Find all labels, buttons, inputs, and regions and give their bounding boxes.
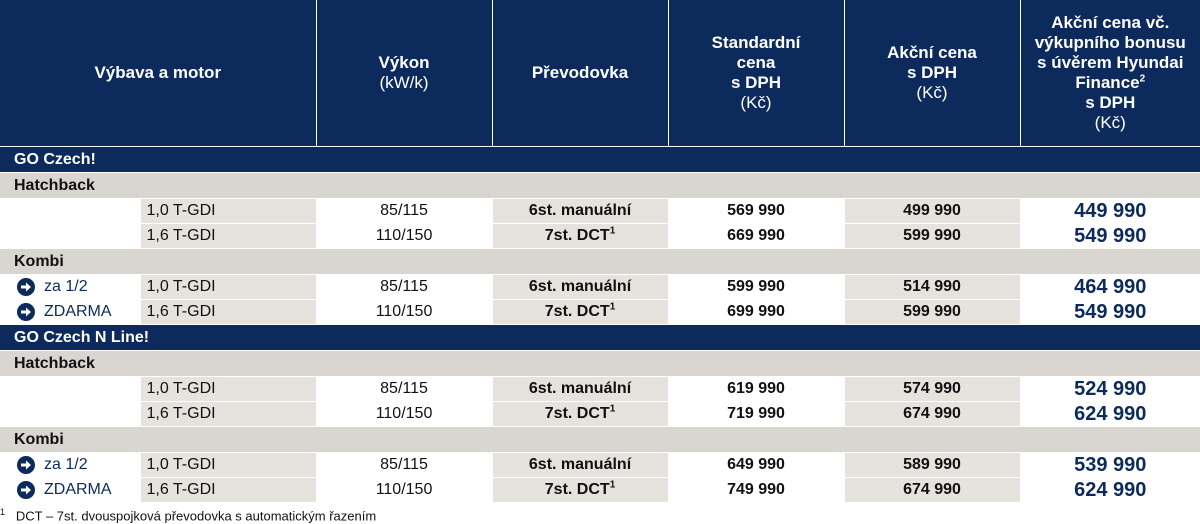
standard-price-cell: 619 990 <box>668 377 844 402</box>
arrow-circle-right-icon <box>16 302 36 322</box>
standard-price-cell: 649 990 <box>668 453 844 478</box>
gearbox-footnote-mark: 1 <box>609 479 616 491</box>
group-row <box>0 147 1200 173</box>
promo-price-cell: 514 990 <box>844 275 1020 300</box>
header-equipment: Výbava a motor <box>0 0 316 147</box>
gearbox-cell: 7st. DCT$^1$ <box>492 224 668 249</box>
power-cell: 110/150 <box>316 402 492 427</box>
engine-cell: 1,0 T-GDI <box>140 453 316 478</box>
bonus-price-cell: 449 990 <box>1020 199 1200 224</box>
power-cell: 110/150 <box>316 478 492 503</box>
standard-price-cell: 749 990 <box>668 478 844 503</box>
power-cell: 85/115 <box>316 453 492 478</box>
power-cell: 110/150 <box>316 300 492 325</box>
gearbox-cell: 7st. DCT$^1$ <box>492 402 668 427</box>
note-cell <box>0 453 140 478</box>
table-row <box>0 300 1200 325</box>
engine-cell: 1,0 T-GDI <box>140 275 316 300</box>
bonus-price-cell: 524 990 <box>1020 377 1200 402</box>
table-row <box>0 275 1200 300</box>
group-name: GO Czech! <box>0 147 1200 173</box>
gearbox-cell: 6st. manuální <box>492 377 668 402</box>
promo-price-cell: 599 990 <box>844 300 1020 325</box>
arrow-circle-right-icon <box>16 277 36 297</box>
promo-price-cell: 674 990 <box>844 478 1020 503</box>
body-type-row <box>0 173 1200 199</box>
power-cell: 85/115 <box>316 377 492 402</box>
footnote <box>0 507 376 523</box>
gearbox-cell: 6st. manuální <box>492 199 668 224</box>
gearbox-cell: 6st. manuální <box>492 453 668 478</box>
engine-cell: 1,6 T-GDI <box>140 402 316 427</box>
table-header <box>0 0 1200 147</box>
power-cell: 110/150 <box>316 224 492 249</box>
table-row <box>0 402 1200 427</box>
gearbox-footnote-mark: 1 <box>609 301 616 313</box>
body-type-row <box>0 351 1200 377</box>
note-cell <box>0 300 140 325</box>
promo-price-cell: 674 990 <box>844 402 1020 427</box>
arrow-circle-right-icon <box>16 455 36 475</box>
promo-price-cell: 574 990 <box>844 377 1020 402</box>
power-cell: 85/115 <box>316 275 492 300</box>
group-row <box>0 325 1200 351</box>
body-type-name: Hatchback <box>0 173 1200 199</box>
bonus-price-cell: 549 990 <box>1020 300 1200 325</box>
header-power: Výkon (kW/k) <box>316 0 492 147</box>
engine-cell: 1,0 T-GDI <box>140 377 316 402</box>
bonus-price-cell: 539 990 <box>1020 453 1200 478</box>
standard-price-cell: 699 990 <box>668 300 844 325</box>
engine-cell: 1,6 T-GDI <box>140 300 316 325</box>
note-cell <box>0 275 140 300</box>
header-bonus-price: Akční cena vč. výkupního bonusu s úvěrem Hyundai Finance$^2$ s DPH (Kč) <box>1020 0 1200 147</box>
gearbox-cell: 6st. manuální <box>492 275 668 300</box>
promo-price-cell: 599 990 <box>844 224 1020 249</box>
standard-price-cell: 569 990 <box>668 199 844 224</box>
arrow-circle-right-icon <box>16 480 36 500</box>
standard-price-cell: 719 990 <box>668 402 844 427</box>
bonus-price-cell: 624 990 <box>1020 402 1200 427</box>
promo-note: za 1/2 <box>44 456 88 473</box>
standard-price-cell: 599 990 <box>668 275 844 300</box>
header-promo-price: Akční cena s DPH (Kč) <box>844 0 1020 147</box>
promo-note: ZDARMA <box>44 481 112 498</box>
promo-price-cell: 499 990 <box>844 199 1020 224</box>
table-row <box>0 224 1200 249</box>
bonus-price-cell: 464 990 <box>1020 275 1200 300</box>
table-body <box>0 147 1200 503</box>
table-row <box>0 199 1200 224</box>
footnote-text: DCT – 7st. dvouspojková převodovka s automatickým řazením <box>15 508 377 524</box>
engine-cell: 1,6 T-GDI <box>140 478 316 503</box>
gearbox-cell: 7st. DCT$^1$ <box>492 300 668 325</box>
bonus-price-cell: 549 990 <box>1020 224 1200 249</box>
engine-cell: 1,6 T-GDI <box>140 224 316 249</box>
footnote-mark: 1 <box>0 507 6 517</box>
power-cell: 85/115 <box>316 199 492 224</box>
body-type-name: Kombi <box>0 427 1200 453</box>
bonus-price-cell: 624 990 <box>1020 478 1200 503</box>
engine-cell: 1,0 T-GDI <box>140 199 316 224</box>
table-row <box>0 478 1200 503</box>
promo-note: za 1/2 <box>44 278 88 295</box>
body-type-name: Kombi <box>0 249 1200 275</box>
body-type-name: Hatchback <box>0 351 1200 377</box>
note-cell <box>0 377 140 402</box>
body-type-row <box>0 427 1200 453</box>
note-cell <box>0 199 140 224</box>
table-row <box>0 377 1200 402</box>
gearbox-cell: 7st. DCT$^1$ <box>492 478 668 503</box>
promo-price-cell: 589 990 <box>844 453 1020 478</box>
table-row <box>0 453 1200 478</box>
header-gearbox: Převodovka <box>492 0 668 147</box>
header-standard-price: Standardní cena s DPH (Kč) <box>668 0 844 147</box>
note-cell <box>0 478 140 503</box>
gearbox-footnote-mark: 1 <box>609 225 616 237</box>
promo-note: ZDARMA <box>44 303 112 320</box>
note-cell <box>0 224 140 249</box>
group-name: GO Czech N Line! <box>0 325 1200 351</box>
standard-price-cell: 669 990 <box>668 224 844 249</box>
body-type-row <box>0 249 1200 275</box>
gearbox-footnote-mark: 1 <box>609 403 616 415</box>
note-cell <box>0 402 140 427</box>
